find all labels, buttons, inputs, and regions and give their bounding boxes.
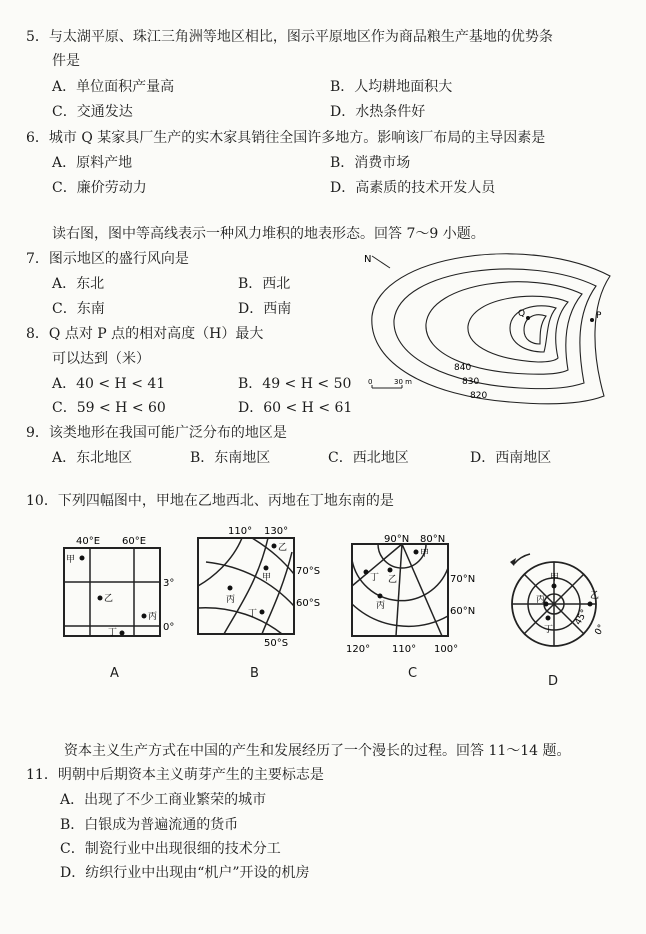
q7-option-a: A．东北 — [52, 276, 105, 292]
q10-figure-b — [192, 522, 332, 650]
fig-c-label-120: 120° — [346, 644, 371, 655]
contour-label-840: 840 — [454, 363, 472, 373]
q5-option-b: B．人均耕地面积大 — [330, 79, 453, 95]
scale-distance-label: 30 m — [394, 378, 412, 386]
fig-d-rotation-arrow — [514, 554, 530, 564]
fig-c-point-yi — [388, 568, 393, 573]
q5-option-a: A．单位面积产量高 — [52, 79, 175, 95]
fig-a-label-ding: 丁 — [108, 628, 118, 638]
fig-b-caption: B — [250, 666, 259, 681]
fig-c-label-60n: 60°N — [450, 606, 476, 617]
point-p-marker — [590, 318, 594, 322]
fig-a-label-yi: 乙 — [104, 594, 114, 604]
q9-option-a: A．东北地区 — [52, 450, 133, 466]
fig-b-meridian-3 — [262, 552, 292, 634]
q11-option-a: A．出现了不少工商业繁荣的城市 — [60, 792, 267, 808]
q10-figure-c — [344, 530, 476, 658]
q8-stem-line1: 8．Q 点对 P 点的相对高度（H）最大 — [26, 326, 264, 342]
q10-stem: 10．下列四幅图中，甲地在乙地西北、丙地在丁地东南的是 — [26, 493, 394, 509]
q10-figure-d — [500, 550, 612, 654]
fig-b-label-110: 110° — [228, 526, 253, 537]
q7-stem: 7．图示地区的盛行风向是 — [26, 251, 189, 267]
q9-option-d: D．西南地区 — [470, 450, 552, 466]
scale-zero-label: 0 — [368, 378, 373, 386]
fig-b-label-70s: 70°S — [296, 566, 321, 577]
fig-c-meridian-2 — [396, 544, 402, 636]
q11-option-d: D．纺织行业中出现由“机户”开设的机房 — [60, 865, 310, 881]
fig-c-label-jia: 甲 — [420, 549, 430, 559]
fig-a-label-3deg: 3° — [163, 578, 175, 589]
intro-11-14: 资本主义生产方式在中国的产生和发展经历了一个漫长的过程。回答 11～14 题。 — [64, 743, 571, 759]
fig-a-point-jia — [80, 556, 85, 561]
fig-c-label-100: 100° — [434, 644, 459, 655]
fig-d-point-yi — [588, 602, 593, 607]
q6-stem: 6．城市 Q 某家具厂生产的实木家具销往全国许多地方。影响该厂布局的主导因素是 — [26, 130, 546, 146]
q11-option-c: C．制瓷行业中出现很细的技术分工 — [60, 841, 281, 857]
fig-a-label-60e: 60°E — [122, 536, 147, 547]
fig-d-point-ding — [546, 616, 551, 621]
intro-7-9: 读右图，图中等高线表示一种风力堆积的地表形态。回答 7～9 小题。 — [52, 226, 485, 242]
fig-a-frame — [64, 548, 160, 636]
north-arrow — [372, 256, 390, 268]
q11-option-b: B．白银成为普遍流通的货币 — [60, 817, 239, 833]
point-q-label: Q — [518, 309, 526, 319]
fig-c-label-ding: 丁 — [370, 573, 380, 583]
fig-b-parallel-3 — [198, 608, 282, 634]
fig-d-label-bing: 丙 — [536, 595, 546, 605]
fig-c-label-110: 110° — [392, 644, 417, 655]
fig-b-label-130: 130° — [264, 526, 289, 537]
contour-inner-1 — [468, 296, 568, 362]
fig-b-label-yi: 乙 — [278, 543, 288, 553]
q6-option-b: B．消费市场 — [330, 155, 411, 171]
q8-option-b: B．49 < H < 50 — [238, 376, 352, 392]
fig-c-label-yi: 乙 — [388, 575, 398, 585]
fig-d-point-jia — [552, 584, 557, 589]
q10-figure-a — [60, 530, 190, 650]
point-p-label: P — [596, 311, 602, 321]
fig-b-label-ding: 丁 — [248, 609, 258, 619]
north-label: N — [364, 254, 372, 265]
q6-option-a: A．原料产地 — [52, 155, 133, 171]
fig-c-point-jia — [414, 550, 419, 555]
q8-option-c: C．59 < H < 60 — [52, 400, 166, 416]
q8-option-a: A．40 < H < 41 — [52, 376, 166, 392]
point-q-marker — [526, 316, 530, 320]
fig-d-label-jia: 甲 — [550, 573, 560, 583]
q5-option-d: D．水热条件好 — [330, 104, 426, 120]
fig-b-meridian-1 — [198, 538, 242, 586]
q8-stem-line2: 可以达到（米） — [52, 351, 150, 367]
q9-option-c: C．西北地区 — [328, 450, 409, 466]
fig-b-label-50s: 50°S — [264, 638, 289, 649]
fig-a-label-0deg: 0° — [163, 622, 175, 633]
fig-a-caption: A — [110, 666, 119, 681]
fig-d-label-yi: 乙 — [590, 591, 600, 601]
dune-contour-map — [360, 246, 620, 416]
fig-a-point-yi — [98, 596, 103, 601]
fig-d-label-45deg: 45° — [573, 608, 591, 627]
fig-c-point-bing — [378, 594, 383, 599]
q9-option-b: B．东南地区 — [190, 450, 271, 466]
q5-stem-line1: 5．与太湖平原、珠江三角洲等地区相比，图示平原地区作为商品粮生产基地的优势条 — [26, 29, 553, 45]
fig-a-point-bing — [142, 614, 147, 619]
fig-a-point-ding — [120, 631, 125, 636]
fig-d-caption: D — [548, 674, 559, 689]
fig-c-point-ding — [364, 570, 369, 575]
fig-b-label-jia: 甲 — [262, 573, 272, 583]
fig-b-label-bing: 丙 — [226, 595, 236, 605]
q5-stem-line2: 件是 — [52, 53, 80, 69]
fig-d-label-0deg: 0° — [593, 623, 608, 637]
fig-b-label-60s: 60°S — [296, 598, 321, 609]
fig-b-point-yi — [272, 544, 277, 549]
contour-label-820: 820 — [470, 391, 488, 401]
q7-option-d: D．西南 — [238, 301, 292, 317]
fig-b-point-bing — [228, 586, 233, 591]
q6-option-c: C．廉价劳动力 — [52, 180, 147, 196]
fig-c-label-bing: 丙 — [376, 601, 386, 611]
fig-d-label-ding: 丁 — [544, 625, 554, 635]
fig-b-point-jia — [264, 566, 269, 571]
fig-a-label-jia: 甲 — [66, 555, 76, 565]
fig-a-label-bing: 丙 — [148, 612, 158, 622]
fig-c-caption: C — [408, 666, 418, 681]
fig-c-label-90n: 90°N — [384, 534, 410, 545]
contour-label-830: 830 — [462, 377, 480, 387]
fig-b-point-ding — [260, 610, 265, 615]
q6-option-d: D．高素质的技术开发人员 — [330, 180, 496, 196]
q5-option-c: C．交通发达 — [52, 104, 133, 120]
fig-a-label-40e: 40°E — [76, 536, 101, 547]
q11-stem: 11．明朝中后期资本主义萌芽产生的主要标志是 — [26, 767, 324, 783]
q7-option-c: C．东南 — [52, 301, 105, 317]
fig-c-label-80n: 80°N — [420, 534, 446, 545]
contour-inner-2 — [510, 306, 556, 352]
fig-c-label-70n: 70°N — [450, 574, 476, 585]
contour-840 — [426, 282, 582, 374]
q9-stem: 9．该类地形在我国可能广泛分布的地区是 — [26, 425, 287, 441]
q7-option-b: B．西北 — [238, 276, 291, 292]
fig-b-parallel-2 — [206, 562, 294, 606]
q8-option-d: D．60 < H < 61 — [238, 400, 353, 416]
